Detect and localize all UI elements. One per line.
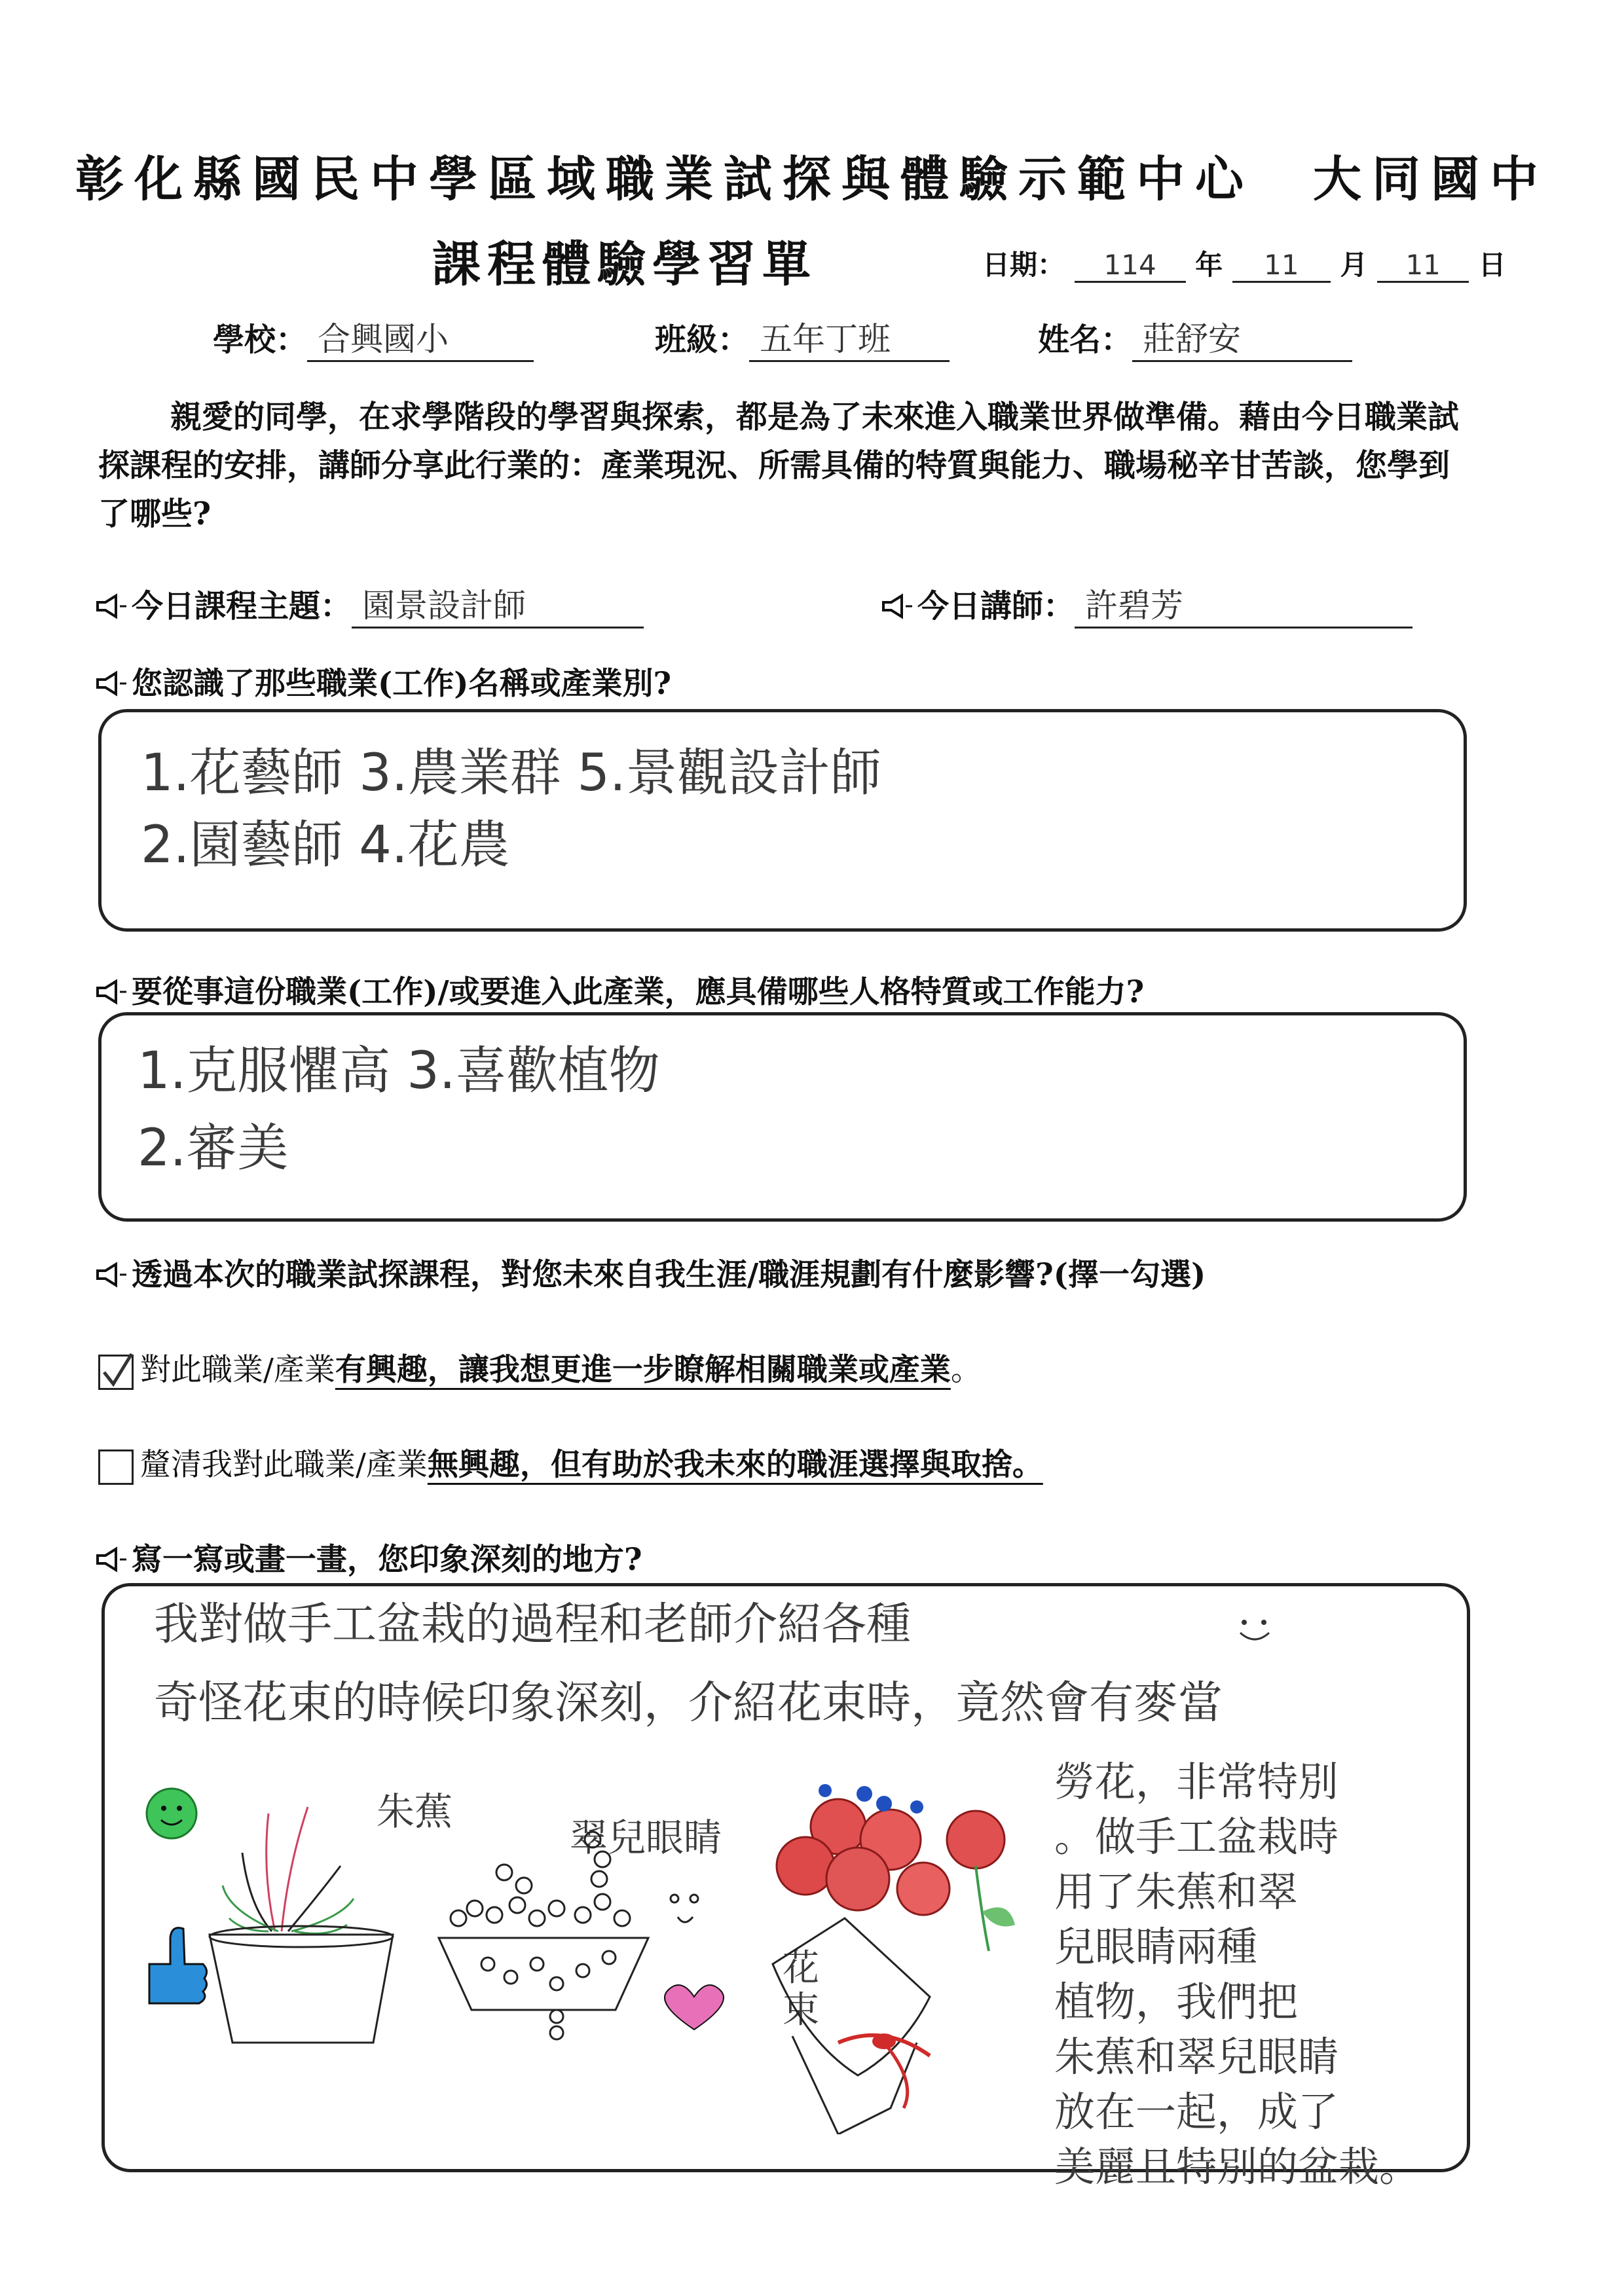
smile-doodle-icon bbox=[1231, 1611, 1283, 1650]
page-title: 彰化縣國民中學區域職業試探與體驗示範中心 大同國中 bbox=[75, 151, 1549, 208]
drawing-label-cordyline: 朱蕉 bbox=[377, 1789, 453, 1834]
drawing-text-line: 植物，我們把 bbox=[1054, 1978, 1299, 2026]
drawing-text-line: 勞花，非常特別 bbox=[1054, 1758, 1339, 1806]
worksheet-title: 課程體驗學習單 bbox=[432, 236, 817, 293]
face-doodle-icon bbox=[671, 1895, 698, 1922]
drawing-illustration bbox=[131, 1768, 1067, 2134]
answer-line: 2.審美 bbox=[138, 1119, 289, 1178]
class-label: 班級： bbox=[655, 321, 750, 358]
school-row bbox=[213, 313, 534, 362]
school-field[interactable]: 合興國小 bbox=[307, 313, 534, 362]
answer-line: 1.克服懼高 3.喜歡植物 bbox=[138, 1042, 660, 1101]
bouquet-icon bbox=[773, 1784, 1015, 2134]
checkbox-not-interested[interactable] bbox=[98, 1449, 134, 1485]
smiley-face-icon bbox=[147, 1789, 196, 1838]
question-influence bbox=[95, 1250, 1206, 1296]
option-text: 對此職業/產業 bbox=[140, 1352, 335, 1388]
string-of-pearls-planter-icon bbox=[439, 1832, 648, 2039]
date-year-unit: 年 bbox=[1195, 249, 1223, 281]
option-interested[interactable] bbox=[98, 1345, 982, 1390]
speaker-icon bbox=[95, 591, 128, 627]
option-not-interested[interactable] bbox=[98, 1440, 1043, 1485]
option-text: 釐清我對此職業/產業 bbox=[140, 1447, 428, 1483]
class-field[interactable]: 五年丁班 bbox=[749, 313, 950, 362]
drawing-text-line: 。做手工盆栽時 bbox=[1054, 1813, 1339, 1861]
drawing-text-line: 放在一起，成了 bbox=[1054, 2088, 1339, 2136]
speaker-icon bbox=[95, 1260, 128, 1296]
heart-icon bbox=[665, 1985, 724, 2030]
question-impression bbox=[95, 1535, 642, 1580]
question-text: 透過本次的職業試探課程，對您未來自我生涯/職涯規劃有什麼影響?(擇一勾選) bbox=[132, 1257, 1206, 1293]
checkbox-interested[interactable] bbox=[98, 1355, 134, 1390]
drawing-label-string-of-pearls: 翠兒眼睛 bbox=[570, 1815, 722, 1860]
drawing-text-line: 我對做手工盆栽的過程和老師介紹各種 bbox=[154, 1599, 912, 1650]
checkmark-icon bbox=[99, 1351, 136, 1391]
question-text: 要從事這份職業(工作)/或要進入此產業，應具備哪些人格特質或工作能力? bbox=[132, 974, 1145, 1010]
date-month-unit: 月 bbox=[1340, 249, 1368, 281]
question-text: 寫一寫或畫一畫，您印象深刻的地方? bbox=[132, 1542, 642, 1578]
drawing-text-line: 兒眼睛兩種 bbox=[1054, 1923, 1258, 1971]
name-row bbox=[1038, 313, 1352, 362]
drawing-text-line: 美麗且特別的盆栽。 bbox=[1054, 2143, 1420, 2191]
speaker-icon bbox=[95, 668, 128, 704]
name-field[interactable]: 莊舒安 bbox=[1132, 313, 1352, 362]
drawing-text-line: 朱蕉和翠兒眼睛 bbox=[1054, 2033, 1339, 2081]
teacher-label: 今日講師： bbox=[917, 588, 1075, 625]
class-row bbox=[655, 313, 950, 362]
option-text-end: 。 bbox=[950, 1352, 982, 1388]
option-emphasis: 有興趣，讓我想更進一步瞭解相關職業或產業 bbox=[335, 1352, 951, 1388]
intro-paragraph: 親愛的同學，在求學階段的學習與探索，都是為了未來進入職業世界做準備。藉由今日職業試探課程的安排，講師分享此行業的：產業現況、所需具備的特質與能力、職場秘辛甘苦談，您學到了哪些? bbox=[98, 399, 1460, 532]
option-emphasis: 無興趣，但有助於我未來的職涯選擇與取捨。 bbox=[427, 1447, 1043, 1483]
drawing-side-text bbox=[1054, 1755, 1460, 2195]
date-year[interactable]: 114 bbox=[1075, 249, 1186, 283]
drawing-text-line: 用了朱蕉和翠 bbox=[1054, 1868, 1299, 1916]
speaker-icon bbox=[95, 1544, 128, 1580]
speaker-icon bbox=[881, 591, 913, 627]
course-topic-field[interactable]: 園景設計師 bbox=[352, 579, 644, 629]
school-label: 學校： bbox=[213, 321, 308, 358]
name-label: 姓名： bbox=[1038, 321, 1133, 358]
course-topic-row bbox=[95, 579, 644, 629]
date-label: 日期： bbox=[982, 249, 1065, 281]
date-month[interactable]: 11 bbox=[1232, 249, 1331, 283]
question-traits bbox=[95, 968, 1144, 1013]
course-topic-label: 今日課程主題： bbox=[132, 588, 352, 625]
date-day[interactable]: 11 bbox=[1377, 249, 1469, 283]
thumbs-up-icon bbox=[149, 1928, 207, 2003]
drawing-label-bouquet: 花束 bbox=[783, 1947, 819, 2032]
speaker-icon bbox=[95, 977, 128, 1013]
answer-box-occupations[interactable] bbox=[98, 709, 1467, 932]
question-text: 您認識了那些職業(工作)名稱或產業別? bbox=[132, 666, 672, 702]
teacher-row bbox=[881, 579, 1412, 629]
answer-box-traits[interactable] bbox=[98, 1012, 1467, 1222]
answer-line: 2.園藝師 4.花農 bbox=[141, 816, 510, 875]
date-day-unit: 日 bbox=[1478, 249, 1506, 281]
cordyline-potted-plant-icon bbox=[210, 1807, 393, 2043]
drawing-text-line: 奇怪花束的時候印象深刻，介紹花束時，竟然會有麥當 bbox=[154, 1677, 1223, 1729]
question-occupations bbox=[95, 659, 671, 704]
date-row bbox=[982, 244, 1506, 283]
answer-line: 1.花藝師 3.農業群 5.景觀設計師 bbox=[141, 744, 881, 803]
teacher-field[interactable]: 許碧芳 bbox=[1075, 579, 1412, 629]
